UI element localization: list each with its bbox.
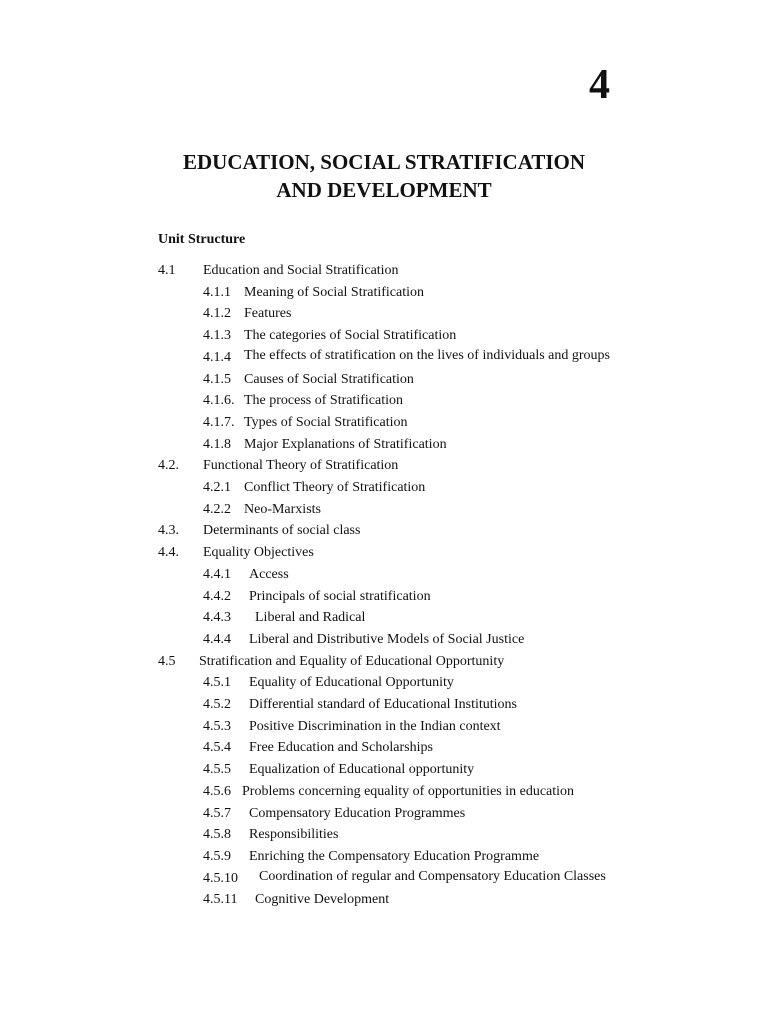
toc-number: 4.5: [158, 653, 176, 669]
toc-subsection-4-1-1: [158, 282, 610, 304]
toc-subsection-4-5-4: [158, 737, 610, 759]
toc-label: Enriching the Compensatory Education Programme: [249, 848, 540, 864]
toc-subsection-4-2-1: [158, 477, 610, 499]
toc-number: 4.1.1: [203, 284, 231, 300]
toc-number: 4.5.3: [203, 718, 231, 734]
toc-section-4-5: [158, 651, 610, 673]
toc-number: 4.5.8: [203, 827, 231, 843]
toc-label: The categories of Social Stratification: [244, 328, 457, 344]
toc-label: The process of Stratification: [244, 393, 404, 409]
toc-label: Coordination of regular and Compensatory Education Classes: [259, 868, 606, 884]
chapter-title-line-1: EDUCATION, SOCIAL STRATIFICATION: [183, 150, 585, 174]
toc-number: 4.4.4: [203, 631, 231, 647]
toc-number: 4.5.6: [203, 783, 231, 799]
toc-label: Equality Objectives: [203, 545, 314, 561]
toc-subsection-4-5-7: [158, 803, 610, 825]
toc-number: 4.5.9: [203, 848, 231, 864]
toc-number: 4.2.: [158, 458, 179, 474]
toc-label: Neo-Marxists: [244, 501, 321, 517]
toc-label: Functional Theory of Stratification: [203, 458, 399, 474]
toc-label: Conflict Theory of Stratification: [244, 480, 426, 496]
toc-number: 4.5.4: [203, 740, 231, 756]
toc-label: Positive Discrimination in the Indian context: [249, 718, 501, 734]
toc-label: Education and Social Stratification: [203, 263, 399, 278]
chapter-title-line-2: AND DEVELOPMENT: [276, 178, 492, 202]
toc-label: Liberal and Radical: [255, 610, 366, 626]
toc-subsection-4-1-4: [158, 347, 610, 369]
toc-section-4-1: [158, 260, 610, 282]
toc-label: Types of Social Stratification: [244, 414, 408, 430]
toc-number: 4.1.8: [203, 436, 231, 452]
toc-label: Determinants of social class: [203, 523, 361, 539]
toc-label: Liberal and Distributive Models of Social Justice: [249, 631, 525, 647]
toc-subsection-4-5-11: [158, 889, 610, 911]
toc-section-4-4: [158, 542, 610, 564]
toc-number: 4.4.2: [203, 588, 231, 604]
toc-number: 4.1.5: [203, 371, 231, 387]
toc-label: Stratification and Equality of Educational Opportunity: [199, 653, 505, 669]
toc-label: Cognitive Development: [255, 892, 390, 908]
toc-number: 4.5.7: [203, 805, 231, 821]
toc-subsection-4-1-2: [158, 303, 610, 325]
toc-subsection-4-1-3: [158, 325, 610, 347]
chapter-title: [0, 148, 768, 204]
toc-subsection-4-4-2: [158, 586, 610, 608]
toc-number: 4.5.1: [203, 675, 231, 691]
toc-subsection-4-2-2: [158, 499, 610, 521]
toc-number: 4.5.5: [203, 762, 231, 778]
toc-label: The effects of stratification on the lives of individuals and groups: [244, 347, 610, 363]
toc-number: 4.1.2: [203, 306, 231, 322]
chapter-number: 4: [589, 62, 610, 108]
toc-subsection-4-5-6: [158, 781, 610, 803]
toc-number: 4.1.6.: [203, 393, 235, 409]
toc-label: Compensatory Education Programmes: [249, 805, 466, 821]
unit-structure-heading: Unit Structure: [158, 232, 246, 247]
toc-label: Differential standard of Educational Institutions: [249, 697, 518, 713]
toc-label: Free Education and Scholarships: [249, 740, 433, 756]
toc-number: 4.3.: [158, 523, 179, 539]
toc-label: Causes of Social Stratification: [244, 371, 414, 387]
toc-label: Responsibilities: [249, 827, 339, 843]
toc-number: 4.2.1: [203, 480, 231, 496]
toc-section-4-3: [158, 520, 610, 542]
toc-number: 4.5.10: [203, 870, 238, 886]
toc-label: Features: [244, 306, 292, 322]
toc-label: Equality of Educational Opportunity: [249, 675, 454, 691]
toc-number: 4.5.11: [203, 892, 238, 908]
toc-subsection-4-5-3: [158, 716, 610, 738]
toc-number: 4.4.3: [203, 610, 231, 626]
toc-subsection-4-5-5: [158, 759, 610, 781]
toc-subsection-4-4-3: [158, 607, 610, 629]
toc-subsection-4-1-8: [158, 434, 610, 456]
toc-number: 4.1.4: [203, 349, 231, 365]
toc-label: Access: [249, 566, 289, 582]
toc-subsection-4-5-9: [158, 846, 610, 868]
toc-subsection-4-5-10: [158, 868, 610, 890]
toc-subsection-4-4-1: [158, 564, 610, 586]
toc-number: 4.1: [158, 263, 176, 278]
toc-label: Equalization of Educational opportunity: [249, 762, 475, 778]
toc-label: Principals of social stratification: [249, 588, 431, 604]
toc-number: 4.4.1: [203, 566, 231, 582]
toc-section-4-2: [158, 455, 610, 477]
toc-number: 4.4.: [158, 545, 179, 561]
toc-label: Meaning of Social Stratification: [244, 284, 425, 300]
toc-subsection-4-1-5: [158, 369, 610, 391]
toc-number: 4.1.7.: [203, 414, 235, 430]
toc-number: 4.5.2: [203, 697, 231, 713]
toc-subsection-4-1-7: [158, 412, 610, 434]
toc-subsection-4-5-1: [158, 672, 610, 694]
table-of-contents: [158, 260, 610, 911]
toc-subsection-4-5-2: [158, 694, 610, 716]
toc-subsection-4-5-8: [158, 824, 610, 846]
toc-label: Major Explanations of Stratification: [244, 436, 447, 452]
toc-subsection-4-1-6: [158, 390, 610, 412]
toc-label: Problems concerning equality of opportunities in education: [242, 783, 575, 799]
toc-number: 4.2.2: [203, 501, 231, 517]
toc-subsection-4-4-4: [158, 629, 610, 651]
toc-number: 4.1.3: [203, 328, 231, 344]
